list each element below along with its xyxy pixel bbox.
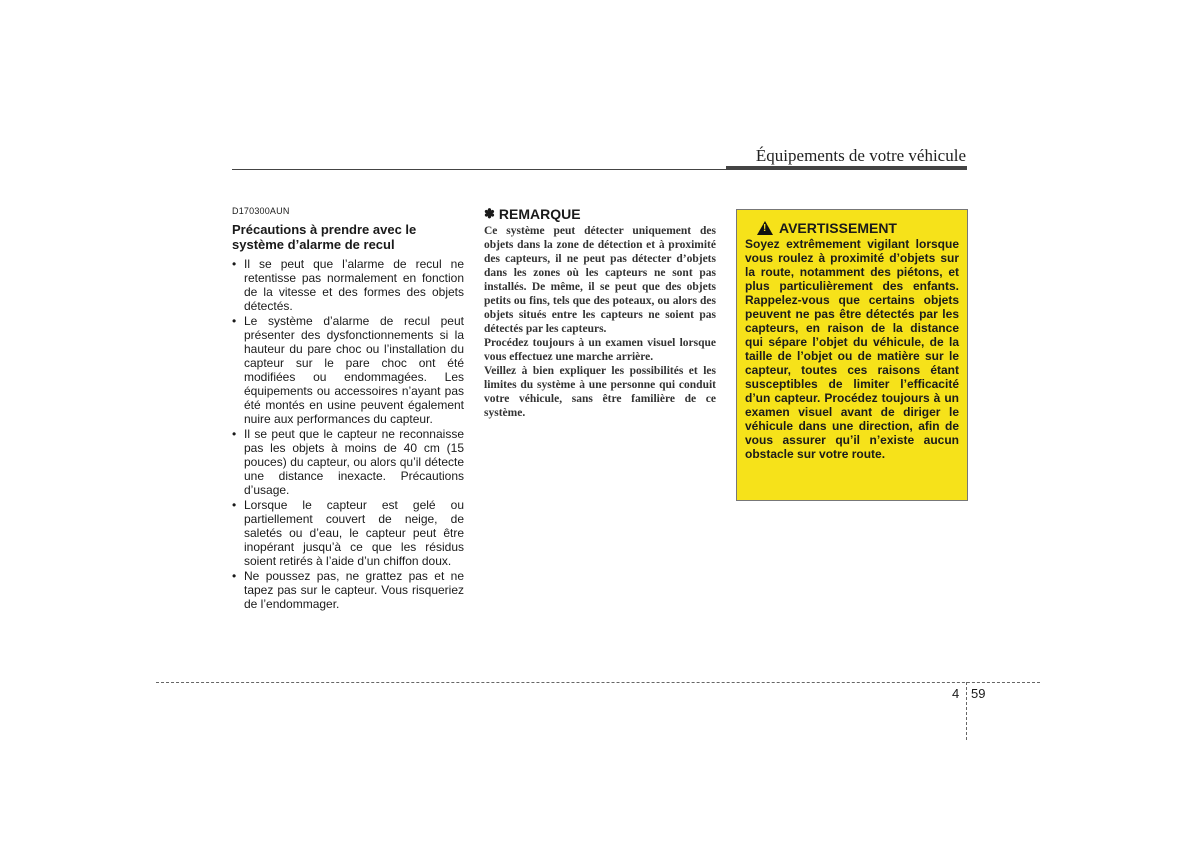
left-column (232, 206, 464, 612)
note-column (484, 206, 716, 420)
precautions-list (232, 257, 464, 611)
warning-triangle-icon: ! (757, 221, 773, 235)
note-heading (484, 206, 716, 222)
footer-rule (156, 682, 1040, 683)
header-rule (232, 169, 726, 170)
note-title: REMARQUE (498, 206, 581, 222)
section-title: Précautions à prendre avec le système d’alarme de recul (232, 222, 417, 252)
chapter-number: 4 (952, 686, 960, 701)
note-paragraph: Procédez toujours à un examen visuel lorsque vous effectuez une marche arrière. (484, 337, 716, 363)
list-item: • Le système d’alarme de recul peut présenter des dysfonctionnements si la hauteur du pare choc ou l’installation du capteur sur le pare choc ont été modifiées ou endommagées. Les équipements ou accessoires n’ayant pas été montés en usine peuvent également nuire aux performances du capteur. (232, 314, 464, 426)
warning-heading (745, 220, 959, 236)
asterisk-icon: ✽ (484, 206, 495, 221)
list-item: • Il se peut que le capteur ne reconnaisse pas les objets à moins de 40 cm (15 pouces) du capteur, ou alors qu’il détecte une distance inexacte. Précautions d’usage. (232, 427, 464, 497)
list-item: • Il se peut que l’alarme de recul ne retentisse pas normalement en fonction de la vitesse et des formes des objets détectés. (232, 257, 464, 313)
footer-divider (966, 682, 967, 740)
warning-text: Soyez extrêmement vigilant lorsque vous roulez à proximité d’objets sur la route, notamment des piétons, et plus particulièrement des enfants. Rappelez-vous que certains objets peuvent ne pas être détectés par les capteurs, en raison de la distance qui sépare l’objet du véhicule, de la taille de l’objet ou de matière sur le capteur, toutes ces raisons étant susceptibles de limiter l’efficacité d’un capteur. Procédez toujours à un examen visuel avant de diriger le véhicule dans une direction, afin de vous assurer qu’il n’existe aucun obstacle sur votre route. (745, 237, 959, 461)
note-paragraph: Veillez à bien expliquer les possibilités et les limites du système à une personne qui conduit votre véhicule, sans être familière de ce système. (484, 365, 716, 419)
header-rule-accent (726, 166, 967, 170)
warning-title: AVERTISSEMENT (779, 220, 897, 236)
warning-box (736, 209, 968, 501)
header-title: Équipements de votre véhicule (755, 146, 966, 165)
list-item: • Lorsque le capteur est gelé ou partiellement couvert de neige, de saletés ou d’eau, le capteur peut être inopérant jusqu’à ce que les résidus soient retirés à l’aide d’un chiffon doux. (232, 498, 464, 568)
page-number: 59 (971, 686, 986, 701)
note-paragraph: Ce système peut détecter uniquement des objets dans la zone de détection et à proximité des capteurs, il ne peut pas détecter d’objets dans les zones où les capteurs ne sont pas installés. De même, il se peut que des objets petits ou fins, tels que des poteaux, ou alors des objets situés entre les capteurs ne soient pas détectés par les capteurs. (484, 225, 716, 335)
list-item: • Ne poussez pas, ne grattez pas et ne tapez pas sur le capteur. Vous risqueriez de l’endommager. (232, 569, 464, 611)
section-code: D170300AUN (232, 206, 290, 216)
